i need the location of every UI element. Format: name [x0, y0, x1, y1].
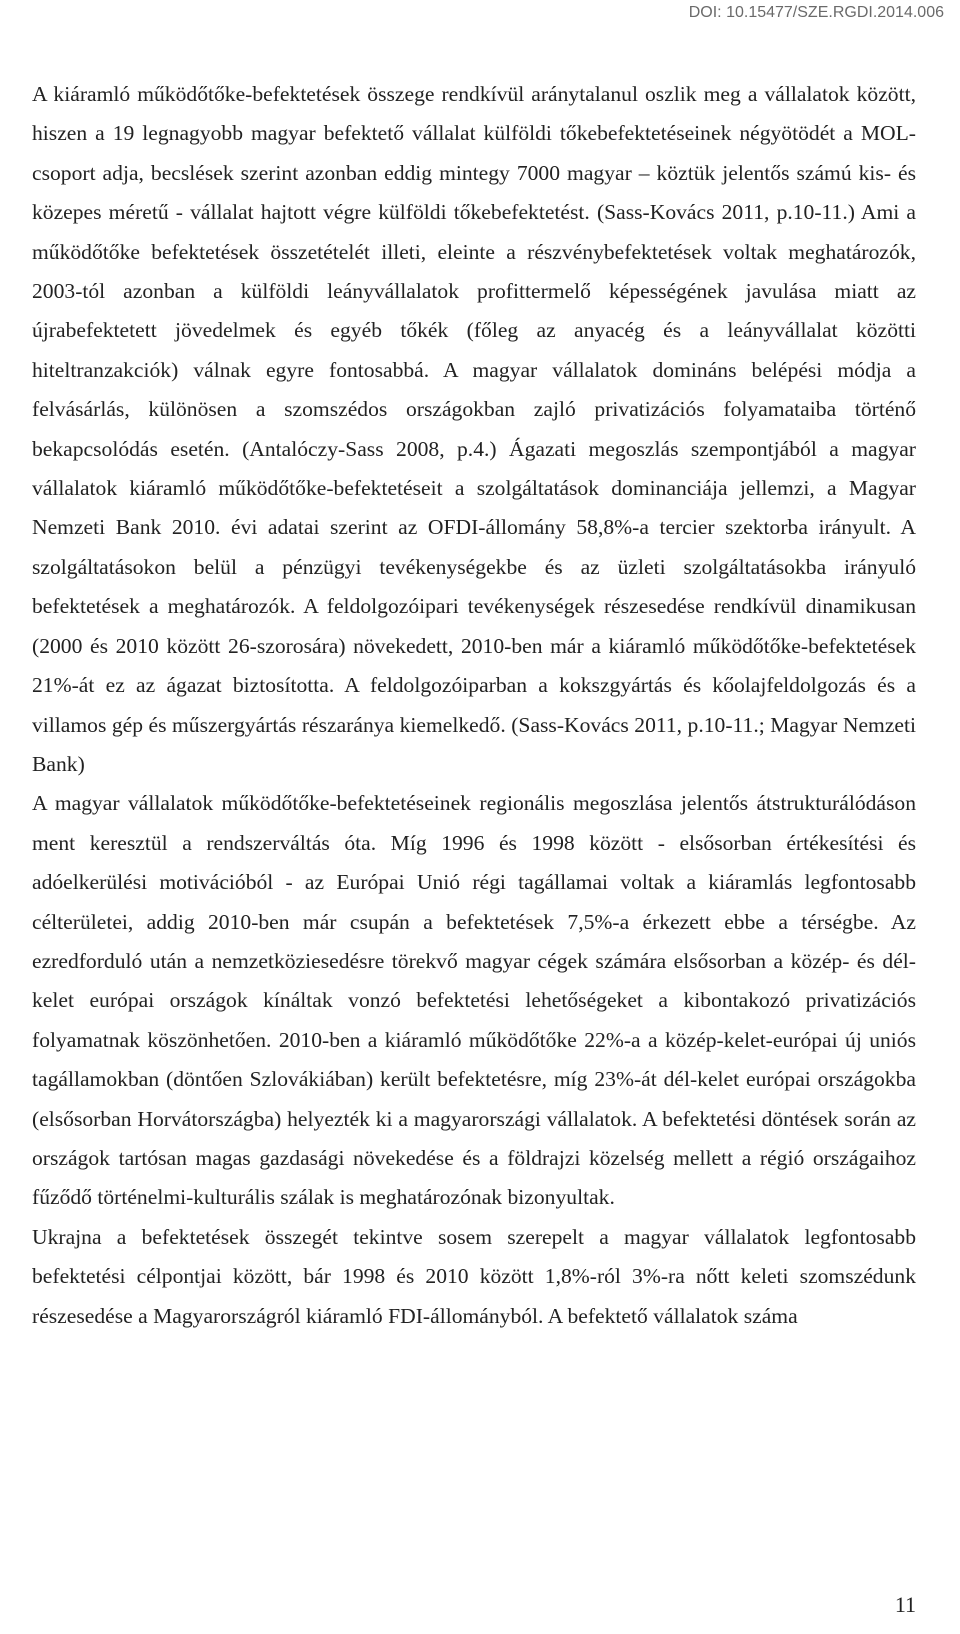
- page-number: 11: [894, 1592, 916, 1617]
- paragraph-ofdi-structure: A kiáramló működőtőke-befektetések összege rendkívül aránytalanul oszlik meg a vállalatok között, hiszen a 19 legnagyobb magyar befektető vállalat külföldi tőkebefektetéseinek négyötödét a MOL-csoport adja, becslések szerint azonban eddig mintegy 7000 magyar – köztük jelentős számú kis- és közepes méretű - vállalat hajtott végre külföldi tőkebefektetést. (Sass-Kovács 2011, p.10-11.) Ami a működőtőke befektetések összetételét illeti, eleinte a részvénybefektetések voltak meghatározók, 2003-tól azonban a külföldi leányvállalatok profittermelő képességének javulása miatt az újrabefektetett jövedelmek és egyéb tőkék (főleg az anyacég és a leányvállalat közötti hiteltranzakciók) válnak egyre fontosabbá. A magyar vállalatok domináns belépési módja a felvásárlás, különösen a szomszédos országokban zajló privatizációs folyamataiba történő bekapcsolódás esetén. (Antalóczy-Sass 2008, p.4.) Ágazati megoszlás szempontjából a magyar vállalatok kiáramló működőtőke-befektetéseit a szolgáltatások dominanciája jellemzi, a Magyar Nemzeti Bank 2010. évi adatai szerint az OFDI-állomány 58,8%-a tercier szektorba irányult. A szolgáltatásokon belül a pénzügyi tevékenységekbe és az üzleti szolgáltatásokba irányuló befektetések a meghatározók. A feldolgozóipari tevékenységek részesedése rendkívül dinamikusan (2000 és 2010 között 26-szorosára) növekedett, 2010-ben már a kiáramló működőtőke-befektetések 21%-át ez az ágazat biztosította. A feldolgozóiparban a kokszgyártás és kőolajfeldolgozás és a villamos gép és műszergyártás részaránya kiemelkedő. (Sass-Kovács 2011, p.10-11.; Magyar Nemzeti Bank): [32, 82, 916, 776]
- doi-header: DOI: 10.15477/SZE.RGDI.2014.006: [688, 4, 944, 21]
- paragraph-regional-distribution: A magyar vállalatok működőtőke-befektetéseinek regionális megoszlása jelentős átstrukturálódáson ment keresztül a rendszerváltás óta. Míg 1996 és 1998 között - elsősorban értékesítési és adóelkerülési motivációból - az Európai Unió régi tagállamai voltak a kiáramlás legfontosabb célterületei, addig 2010-ben már csupán a befektetések 7,5%-a érkezett ebbe a térségbe. Az ezredforduló után a nemzetköziesedésre törekvő magyar cégek számára elsősorban a közép- és dél-kelet európai országok kínáltak vonzó befektetési lehetőségeket a kibontakozó privatizációs folyamatnak köszönhetően. 2010-ben a kiáramló működőtőke 22%-a a közép-kelet-európai új uniós tagállamokban (döntően Szlovákiában) került befektetésre, míg 23%-át dél-kelet európai országokba (elsősorban Horvátországba) helyezték ki a magyarországi vállalatok. A befektetési döntések során az országok tartósan magas gazdasági növekedése és a földrajzi közelség mellett a régió országaihoz fűződő történelmi-kulturális szálak is meghatározónak bizonyultak.: [32, 791, 916, 1210]
- body-text: [32, 75, 916, 1336]
- paragraph-ukraine: Ukrajna a befektetések összegét tekintve sosem szerepelt a magyar vállalatok legfontosabb befektetési célpontjai között, bár 1998 és 2010 között 1,8%-ról 3%-ra nőtt keleti szomszédunk részesedése a Magyarországról kiáramló FDI-állományból. A befektető vállalatok száma: [32, 1224, 916, 1328]
